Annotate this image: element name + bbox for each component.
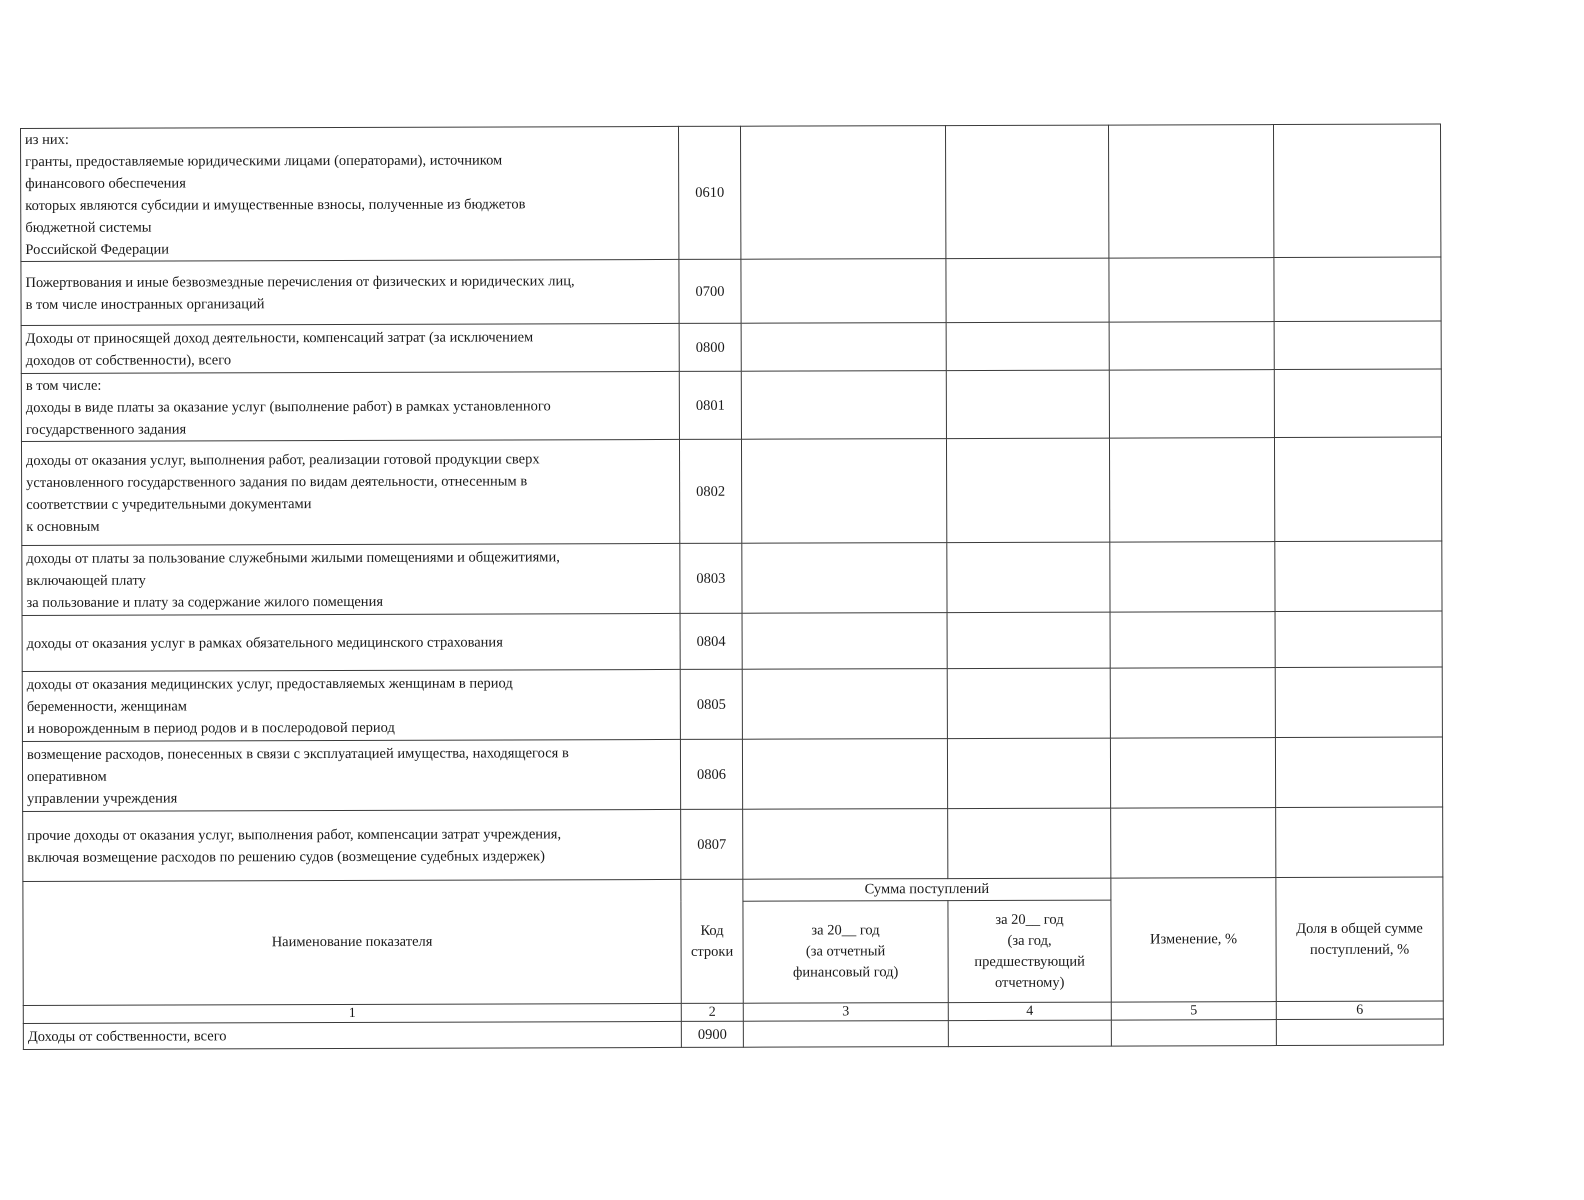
row-code: 0700: [679, 259, 741, 323]
row-code: 0800: [679, 323, 741, 371]
row-code: 0806: [680, 739, 742, 809]
cell-col4: [945, 125, 1108, 259]
cell-col4: [946, 370, 1109, 439]
row-name: Доходы от собственности, всего: [23, 1021, 681, 1049]
cell-col5: [1110, 668, 1275, 739]
cell-col5: [1111, 1020, 1276, 1047]
cell-col3: [741, 371, 946, 440]
header-sum-group: Сумма поступлений: [743, 878, 1111, 901]
cell-col6: [1275, 611, 1442, 668]
cell-col6: [1274, 369, 1441, 438]
row-code: 0610: [678, 126, 740, 259]
table-row: [21, 124, 1441, 261]
cell-col5: [1110, 542, 1275, 613]
table-row: [23, 1019, 1443, 1049]
header-reporting-year: за 20__ год (за отчетный финансовый год): [743, 901, 948, 1004]
table-row: [21, 437, 1441, 545]
cell-col6: [1274, 257, 1441, 322]
cell-col6: [1276, 1019, 1443, 1046]
row-name: Пожертвования и иные безвозмездные перечисления от физических и юридических лиц, в том числе иностранных организаций: [21, 259, 679, 325]
column-number: 6: [1276, 1001, 1443, 1020]
cell-col5: [1108, 125, 1273, 259]
table-row: [21, 321, 1441, 373]
table-row: [22, 737, 1442, 811]
row-code: 0804: [680, 613, 742, 669]
row-code: 0803: [680, 543, 742, 613]
cell-col3: [740, 126, 945, 260]
cell-col3: [742, 543, 947, 614]
row-name: доходы от платы за пользование служебными жилыми помещениями и общежитиями, включающей плату за пользование и плату за содержание жилого помещения: [22, 543, 680, 615]
table-row: [22, 611, 1442, 671]
cell-col4: [946, 322, 1109, 371]
column-number: 1: [23, 1003, 681, 1023]
cell-col4: [947, 738, 1110, 809]
cell-col3: [742, 669, 947, 740]
header-code: Код строки: [681, 879, 743, 1003]
header-row-top: [23, 877, 1443, 903]
cell-col6: [1276, 807, 1443, 878]
table-row: [21, 369, 1441, 441]
row-name: доходы от оказания услуг, выполнения работ, реализации готовой продукции сверх установленного государственного задания по видам деятельности, отнесенным в соответствии с учредительными документами к основным: [21, 439, 679, 545]
column-number: 5: [1111, 1002, 1276, 1021]
table-row: [22, 667, 1442, 741]
table-row: [23, 807, 1443, 881]
cell-col5: [1109, 438, 1274, 543]
row-name: из них: гранты, предоставляемые юридическими лицами (операторами), источником финансового обеспечения которых являются субсидии и имущественные взносы, полученные из бюджетов бюджетной системы Российской Федерации: [21, 126, 679, 261]
cell-col3: [743, 1021, 948, 1048]
cell-col5: [1109, 258, 1274, 323]
header-previous-year: за 20__ год (за год, предшествующий отчетному): [948, 900, 1111, 1003]
cell-col5: [1110, 612, 1275, 669]
cell-col4: [946, 438, 1109, 543]
column-number: 4: [948, 1002, 1111, 1021]
cell-col4: [946, 258, 1109, 323]
row-name: прочие доходы от оказания услуг, выполнения работ, компенсации затрат учреждения, включая возмещение расходов по решению судов (возмещение судебных издержек): [23, 809, 681, 881]
cell-col6: [1275, 667, 1442, 738]
cell-col3: [741, 439, 946, 544]
cell-col4: [947, 668, 1110, 739]
cell-col4: [948, 808, 1111, 879]
column-number: 3: [743, 1003, 948, 1022]
cell-col4: [948, 1020, 1111, 1047]
row-name: доходы от оказания услуг в рамках обязательного медицинского страхования: [22, 613, 680, 671]
row-code: 0801: [679, 371, 741, 439]
cell-col3: [742, 739, 947, 810]
cell-col4: [947, 612, 1110, 669]
cell-col4: [947, 542, 1110, 613]
header-name: Наименование показателя: [23, 879, 681, 1005]
row-code: 0807: [681, 809, 743, 879]
header-share: Доля в общей сумме поступлений, %: [1276, 877, 1443, 1002]
table-row: [21, 257, 1441, 325]
income-table: [20, 124, 1444, 1050]
cell-col6: [1275, 737, 1442, 808]
cell-col3: [741, 323, 946, 372]
cell-col6: [1274, 437, 1441, 542]
row-name: доходы от оказания медицинских услуг, предоставляемых женщинам в период беременности, женщинам и новорожденным в период родов и в послеродовой период: [22, 669, 680, 741]
cell-col3: [742, 613, 947, 670]
row-code: 0900: [681, 1021, 743, 1047]
cell-col5: [1110, 738, 1275, 809]
cell-col3: [743, 809, 948, 880]
cell-col5: [1109, 322, 1274, 371]
report-sheet: [20, 124, 1443, 1050]
cell-col3: [741, 259, 946, 324]
row-code: 0802: [679, 439, 741, 543]
table-row: [22, 541, 1442, 615]
cell-col6: [1275, 541, 1442, 612]
header-change: Изменение, %: [1111, 878, 1276, 1003]
row-code: 0805: [680, 669, 742, 739]
row-name: Доходы от приносящей доход деятельности, компенсаций затрат (за исключением доходов от собственности), всего: [21, 323, 679, 373]
cell-col5: [1109, 370, 1274, 439]
row-name: возмещение расходов, понесенных в связи с эксплуатацией имущества, находящегося в оперативном управлении учреждения: [22, 739, 680, 811]
cell-col6: [1273, 124, 1440, 258]
cell-col6: [1274, 321, 1441, 370]
cell-col5: [1111, 808, 1276, 879]
row-name: в том числе: доходы в виде платы за оказание услуг (выполнение работ) в рамках установленного государственного задания: [21, 371, 679, 441]
column-number: 2: [681, 1003, 743, 1021]
